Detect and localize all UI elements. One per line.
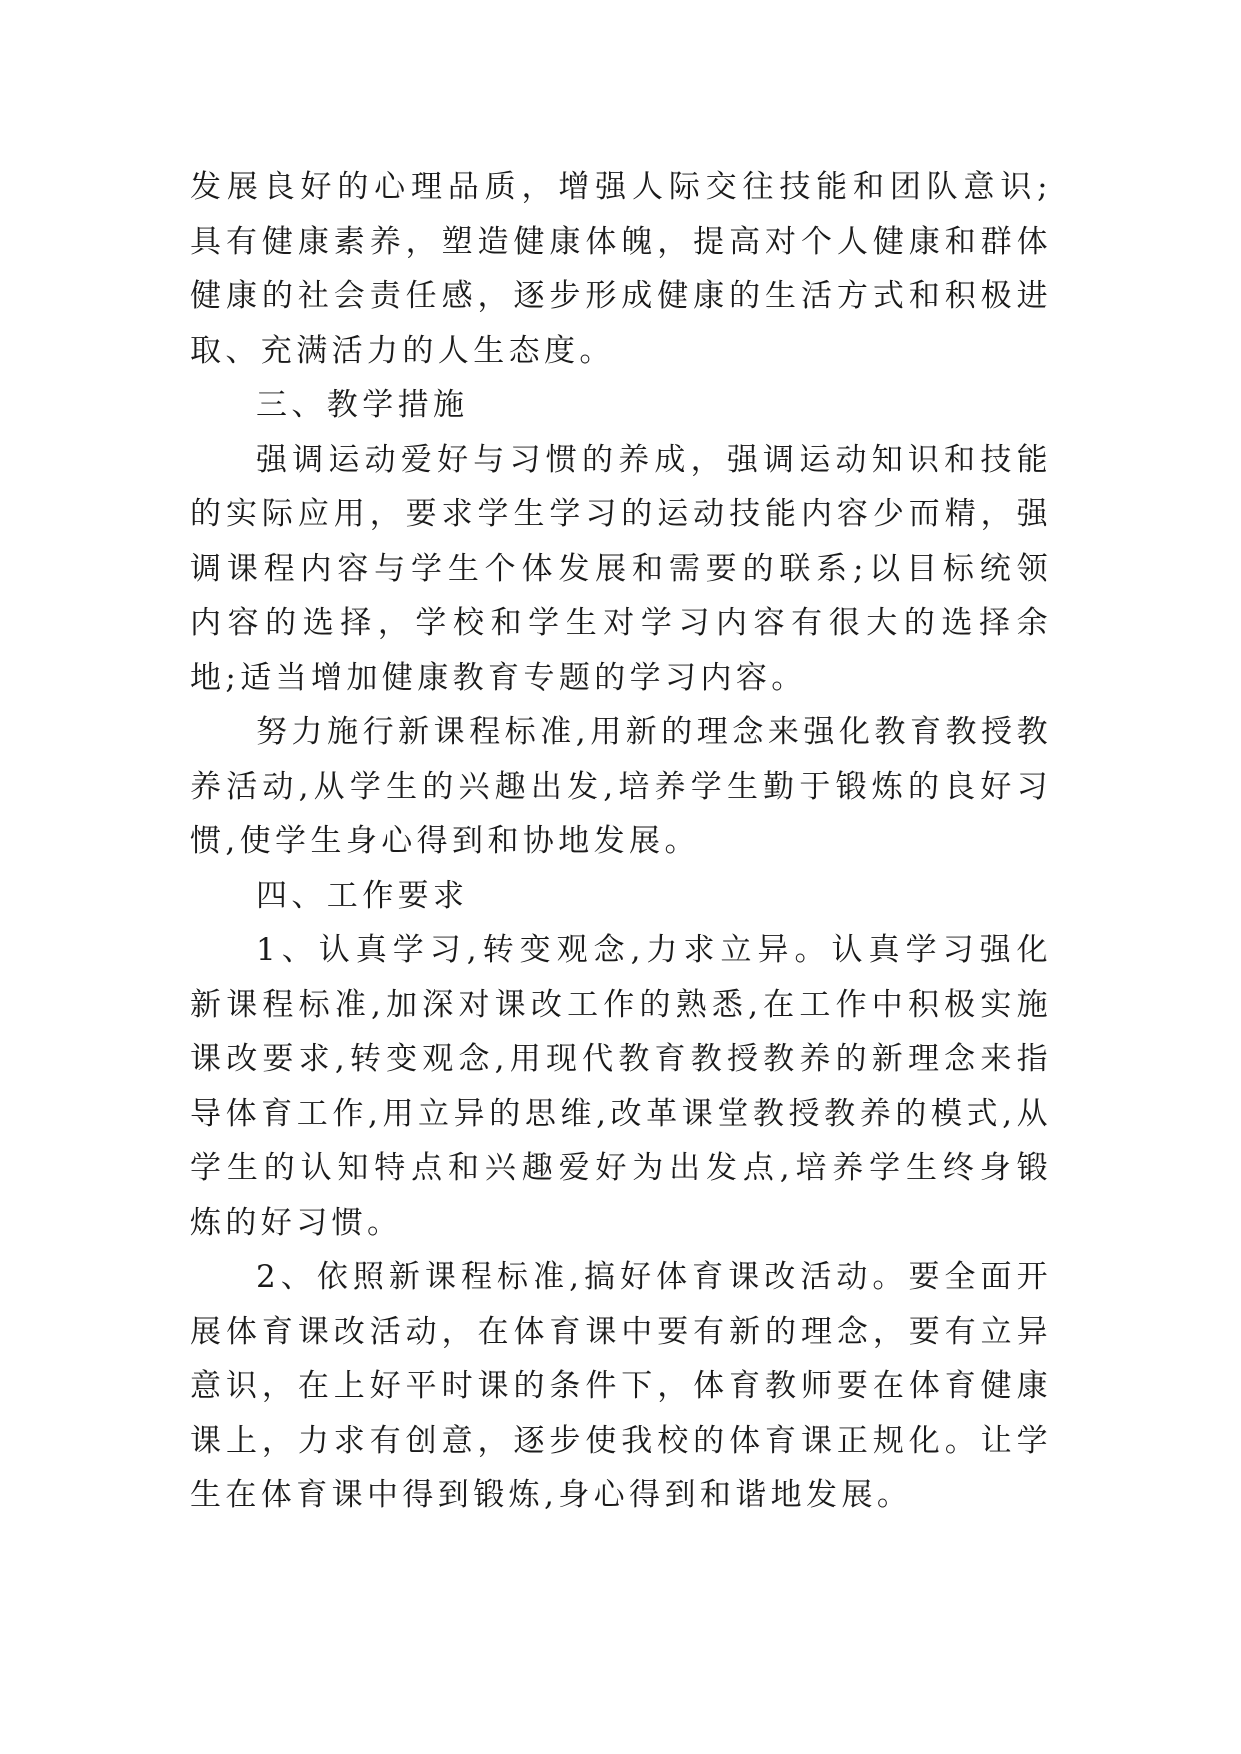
paragraph-requirement-1: 1、认真学习,转变观念,力求立异。认真学习强化新课程标准,加深对课改工作的熟悉,在工作中积极实施课改要求,转变观念,用现代教育教授教养的新理念来指导体育工作,用立异的思维,改革课堂教授教养的模式,从学生的认知特点和兴趣爱好为出发点,培养学生终身锻炼的好习惯。 <box>190 932 1052 1241</box>
section-heading-work-requirements: 四、工作要求 <box>256 877 469 914</box>
paragraph-teaching-measures-2: 努力施行新课程标准,用新的理念来强化教育教授教养活动,从学生的兴趣出发,培养学生勤于锻炼的良好习惯,使学生身心得到和协地发展。 <box>190 714 1052 859</box>
paragraph-requirement-2: 2、依照新课程标准,搞好体育课改活动。要全面开展体育课改活动，在体育课中要有新的理念，要有立异意识，在上好平时课的条件下，体育教师要在体育健康课上，力求有创意，逐步使我校的体育课正规化。让学生在体育课中得到锻炼,身心得到和谐地发展。 <box>190 1259 1052 1513</box>
paragraph-goals-continued: 发展良好的心理品质，增强人际交往技能和团队意识;具有健康素养，塑造健康体魄，提高对个人健康和群体健康的社会责任感，逐步形成健康的生活方式和积极进取、充满活力的人生态度。 <box>190 169 1052 369</box>
paragraph-teaching-measures-1: 强调运动爱好与习惯的养成，强调运动知识和技能的实际应用，要求学生学习的运动技能内容少而精，强调课程内容与学生个体发展和需要的联系;以目标统领内容的选择，学校和学生对学习内容有很大的选择余地;适当增加健康教育专题的学习内容。 <box>190 441 1052 696</box>
document-body <box>190 160 1052 1523</box>
section-heading-teaching-measures: 三、教学措施 <box>256 387 469 423</box>
